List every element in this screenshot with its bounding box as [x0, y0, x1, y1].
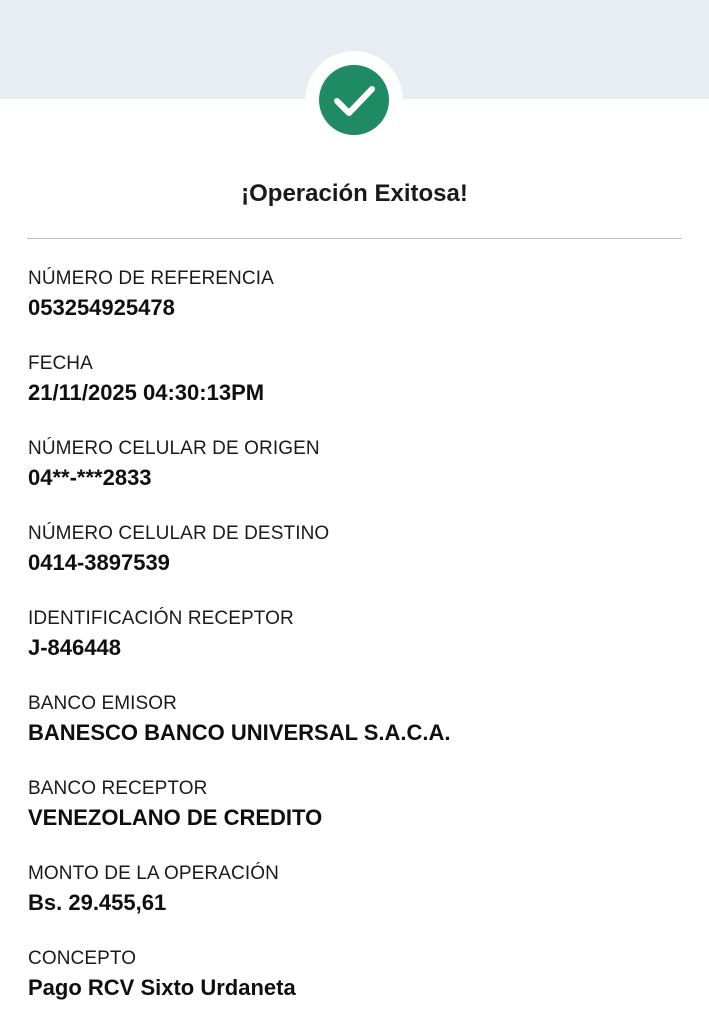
field-destination-phone — [28, 521, 688, 606]
field-value: J-846448 — [28, 635, 121, 660]
field-label: NÚMERO CELULAR DE DESTINO — [28, 523, 330, 544]
field-label: NÚMERO CELULAR DE ORIGEN — [28, 438, 320, 459]
field-label: IDENTIFICACIÓN RECEPTOR — [28, 608, 294, 629]
field-label: MONTO DE LA OPERACIÓN — [28, 863, 279, 884]
field-label: CONCEPTO — [28, 948, 137, 969]
field-label: BANCO RECEPTOR — [28, 778, 208, 799]
field-value: 21/11/2025 04:30:13PM — [28, 380, 265, 405]
field-issuing-bank — [28, 691, 688, 776]
check-circle-icon — [319, 65, 389, 135]
transaction-details — [28, 266, 688, 1031]
divider — [27, 238, 682, 239]
field-value: 04**-***2833 — [28, 465, 152, 490]
field-receiving-bank — [28, 776, 688, 861]
status-badge — [305, 51, 403, 149]
field-value: BANESCO BANCO UNIVERSAL S.A.C.A. — [28, 720, 451, 745]
field-value: Bs. 29.455,61 — [28, 890, 167, 915]
field-receiver-id — [28, 606, 688, 691]
field-value: VENEZOLANO DE CREDITO — [28, 805, 323, 830]
field-label: BANCO EMISOR — [28, 693, 177, 714]
field-value: 053254925478 — [28, 295, 175, 320]
field-label: NÚMERO DE REFERENCIA — [28, 268, 274, 289]
field-concept — [28, 946, 688, 1031]
field-value: 0414-3897539 — [28, 550, 170, 575]
field-origin-phone — [28, 436, 688, 521]
page-title: ¡Operación Exitosa! — [241, 180, 468, 207]
field-label: FECHA — [28, 353, 93, 374]
field-amount — [28, 861, 688, 946]
field-date — [28, 351, 688, 436]
field-value: Pago RCV Sixto Urdaneta — [28, 975, 296, 1000]
field-reference-number — [28, 266, 688, 351]
